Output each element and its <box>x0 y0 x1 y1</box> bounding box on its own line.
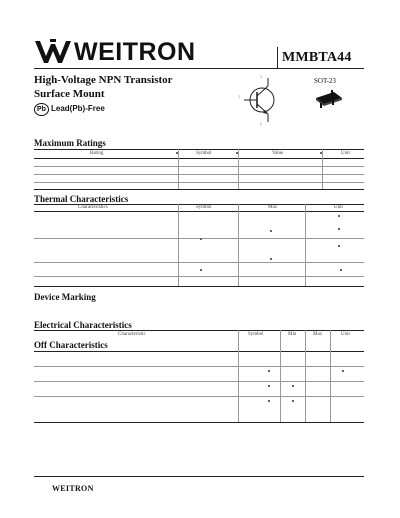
weitron-logo-icon <box>34 39 72 65</box>
max-ratings-col-symbol: Symbol <box>196 151 212 156</box>
product-title-line2: Surface Mount <box>34 88 105 100</box>
thermal-col-divider <box>238 204 239 286</box>
electrical-col-divider <box>280 330 281 422</box>
thermal-header-rule <box>34 211 364 212</box>
electrical-col-symbol: Symbol <box>248 332 264 337</box>
table-mark <box>342 370 344 372</box>
electrical-top-rule <box>34 330 364 331</box>
thermal-col-divider <box>178 204 179 286</box>
electrical-col-min: Min <box>288 332 297 337</box>
max-ratings-row-rule <box>34 174 364 175</box>
thermal-row-rule <box>34 276 364 277</box>
electrical-heading: Electrical Characteristics <box>34 320 132 330</box>
thermal-col-divider <box>305 204 306 286</box>
footer-rule <box>34 476 364 477</box>
electrical-col-divider <box>330 330 331 422</box>
table-mark <box>340 269 342 271</box>
table-mark <box>268 400 270 402</box>
svg-text:1: 1 <box>238 94 240 99</box>
lead-free-label: Lead(Pb)-Free <box>51 104 105 113</box>
max-ratings-col-divider <box>178 149 179 189</box>
package-image <box>312 88 346 110</box>
thermal-bottom-rule <box>34 286 364 287</box>
product-title-line1: High-Voltage NPN Transistor <box>34 74 173 86</box>
electrical-col-divider <box>305 330 306 422</box>
thermal-row-rule <box>34 262 364 263</box>
table-mark <box>268 385 270 387</box>
max-ratings-col-divider <box>238 149 239 189</box>
part-number: MMBTA44 <box>282 50 352 65</box>
max-ratings-row-rule <box>34 166 364 167</box>
header-rule <box>34 68 364 69</box>
table-mark <box>292 400 294 402</box>
max-ratings-heading: Maximum Ratings <box>34 138 106 148</box>
electrical-col-unit: Unit <box>341 332 350 337</box>
electrical-header-rule <box>34 351 364 352</box>
electrical-col-max: Max <box>313 332 323 337</box>
electrical-row-rule <box>34 381 364 382</box>
weitron-logo <box>34 39 72 65</box>
thermal-col-unit: Unit <box>334 205 343 210</box>
header-divider <box>277 47 278 69</box>
table-mark <box>270 230 272 232</box>
electrical-col-characteristic: Characteristic <box>118 332 146 337</box>
electrical-row-rule <box>34 366 364 367</box>
max-ratings-top-rule <box>34 149 364 150</box>
sot23-package-icon <box>312 88 346 110</box>
svg-text:2: 2 <box>260 121 262 126</box>
max-ratings-header-rule <box>34 158 364 159</box>
device-marking-heading: Device Marking <box>34 292 96 302</box>
pb-badge <box>34 103 49 116</box>
table-mark <box>338 228 340 230</box>
pb-badge-text: Pb <box>37 106 46 113</box>
off-characteristics-heading: Off Characteristics <box>34 340 108 350</box>
thermal-heading: Thermal Characteristics <box>34 194 129 204</box>
max-ratings-col-divider <box>322 149 323 189</box>
max-ratings-col-rating: Rating <box>90 151 104 156</box>
brand-name: WEITRON <box>74 38 196 66</box>
npn-transistor-icon <box>236 74 286 126</box>
svg-text:3: 3 <box>260 74 262 79</box>
max-ratings-col-value: Value <box>272 151 284 156</box>
table-mark <box>236 152 238 154</box>
table-mark <box>338 215 340 217</box>
footer-brand: WEITRON <box>52 484 94 493</box>
electrical-col-divider <box>238 330 239 422</box>
transistor-symbol <box>236 74 286 126</box>
max-ratings-col-unit: Unit <box>341 151 350 156</box>
thermal-row-rule <box>34 238 364 239</box>
table-mark <box>320 152 322 154</box>
table-mark <box>200 269 202 271</box>
table-mark <box>200 238 202 240</box>
table-mark <box>292 385 294 387</box>
thermal-col-symbol: Symbol <box>196 205 212 210</box>
table-mark <box>176 152 178 154</box>
max-ratings-bottom-rule <box>34 189 364 190</box>
thermal-col-max: Max <box>268 205 278 210</box>
package-name: SOT-23 <box>314 77 336 85</box>
max-ratings-row-rule <box>34 182 364 183</box>
table-mark <box>268 370 270 372</box>
thermal-col-characteristics: Characteristics <box>78 205 108 210</box>
table-mark <box>270 258 272 260</box>
electrical-row-rule <box>34 396 364 397</box>
table-mark <box>338 245 340 247</box>
electrical-bottom-rule <box>34 422 364 423</box>
